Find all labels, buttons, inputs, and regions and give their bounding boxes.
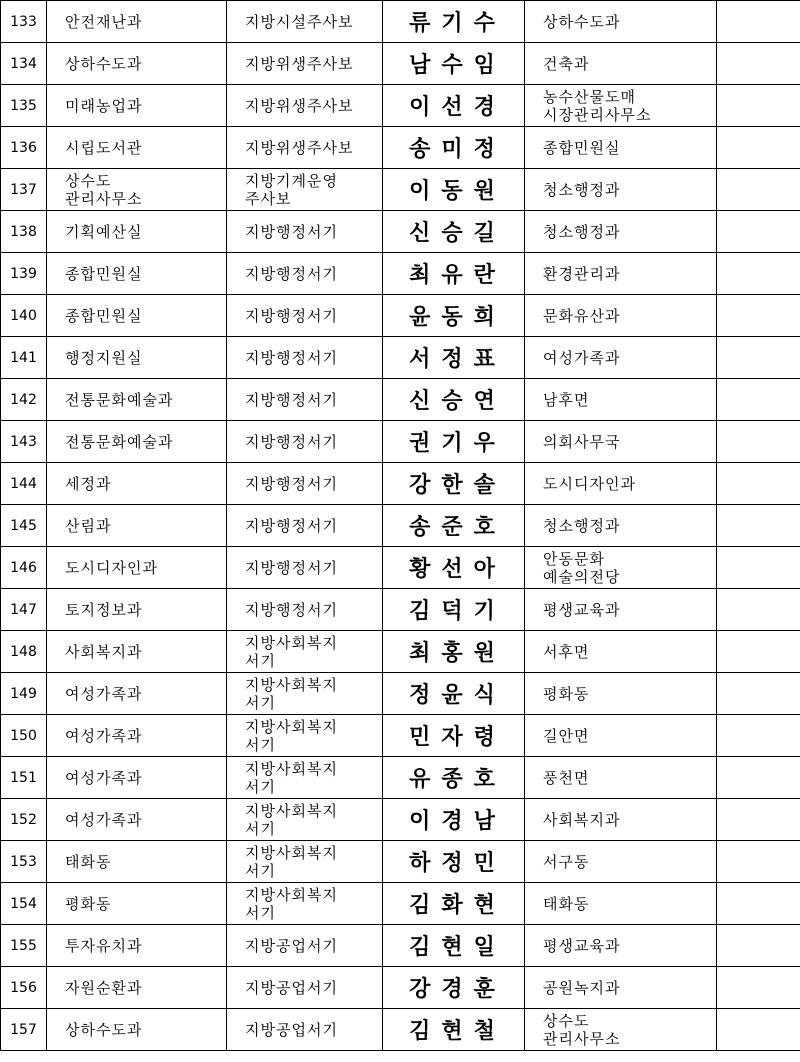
job-rank-line: 지방행정서기 — [245, 516, 338, 535]
employee-name: 권기우 — [383, 421, 525, 463]
note-cell — [717, 967, 800, 1009]
note-cell — [717, 925, 800, 967]
employee-name: 최유란 — [383, 253, 525, 295]
job-rank-line: 지방행정서기 — [245, 306, 338, 325]
new-department-line: 여성가족과 — [543, 348, 621, 367]
new-department-line: 평생교육과 — [543, 936, 621, 955]
current-department — [47, 253, 227, 295]
new-department-line: 건축과 — [543, 54, 590, 73]
job-rank-line: 지방사회복지 — [245, 801, 338, 820]
new-department — [525, 757, 717, 799]
new-department-line: 평화동 — [543, 684, 590, 703]
new-department-line: 청소행정과 — [543, 180, 621, 199]
job-rank-line: 지방사회복지 — [245, 717, 338, 736]
current-department — [47, 799, 227, 841]
job-rank-line: 지방위생주사보 — [245, 138, 354, 157]
current-department-line: 토지정보과 — [65, 600, 143, 619]
current-department — [47, 673, 227, 715]
job-rank — [227, 757, 383, 799]
note-cell — [717, 169, 800, 211]
table-row — [1, 715, 800, 757]
employee-name: 김덕기 — [383, 589, 525, 631]
current-department — [47, 211, 227, 253]
current-department — [47, 631, 227, 673]
employee-name: 이경남 — [383, 799, 525, 841]
new-department-line: 공원녹지과 — [543, 978, 621, 997]
job-rank — [227, 967, 383, 1009]
employee-name: 강한솔 — [383, 463, 525, 505]
job-rank — [227, 421, 383, 463]
new-department-line: 태화동 — [543, 894, 590, 913]
table-row — [1, 169, 800, 211]
current-department — [47, 925, 227, 967]
job-rank — [227, 211, 383, 253]
employee-name: 김화현 — [383, 883, 525, 925]
new-department — [525, 211, 717, 253]
current-department-line: 안전재난과 — [65, 12, 143, 31]
table-row — [1, 379, 800, 421]
row-number: 141 — [1, 337, 47, 379]
job-rank — [227, 127, 383, 169]
job-rank-line: 서기 — [245, 651, 276, 670]
job-rank-line: 서기 — [245, 777, 276, 796]
current-department-line: 태화동 — [65, 852, 112, 871]
current-department-line: 종합민원실 — [65, 306, 143, 325]
new-department-line: 관리사무소 — [543, 1029, 621, 1048]
employee-name: 강경훈 — [383, 967, 525, 1009]
row-number: 136 — [1, 127, 47, 169]
current-department-line: 상하수도과 — [65, 1020, 143, 1039]
table-row — [1, 463, 800, 505]
employee-name: 이선경 — [383, 85, 525, 127]
new-department — [525, 253, 717, 295]
table-row — [1, 85, 800, 127]
employee-name: 하정민 — [383, 841, 525, 883]
job-rank-line: 지방행정서기 — [245, 600, 338, 619]
new-department-line: 길안면 — [543, 726, 590, 745]
note-cell — [717, 43, 800, 85]
row-number: 140 — [1, 295, 47, 337]
job-rank — [227, 1, 383, 43]
job-rank — [227, 1009, 383, 1051]
current-department-line: 미래농업과 — [65, 96, 143, 115]
new-department — [525, 715, 717, 757]
current-department-line: 여성가족과 — [65, 768, 143, 787]
new-department-line: 종합민원실 — [543, 138, 621, 157]
job-rank — [227, 715, 383, 757]
job-rank — [227, 547, 383, 589]
table-row — [1, 211, 800, 253]
note-cell — [717, 1, 800, 43]
job-rank — [227, 295, 383, 337]
new-department — [525, 169, 717, 211]
row-number: 156 — [1, 967, 47, 1009]
employee-name: 황선아 — [383, 547, 525, 589]
current-department-line: 여성가족과 — [65, 810, 143, 829]
employee-name: 송미정 — [383, 127, 525, 169]
note-cell — [717, 337, 800, 379]
row-number: 154 — [1, 883, 47, 925]
new-department — [525, 505, 717, 547]
job-rank-line: 지방행정서기 — [245, 390, 338, 409]
job-rank — [227, 253, 383, 295]
note-cell — [717, 547, 800, 589]
current-department — [47, 883, 227, 925]
employee-name: 최홍원 — [383, 631, 525, 673]
row-number: 145 — [1, 505, 47, 547]
row-number: 157 — [1, 1009, 47, 1051]
job-rank-line: 서기 — [245, 903, 276, 922]
current-department-line: 시립도서관 — [65, 138, 143, 157]
job-rank-line: 서기 — [245, 735, 276, 754]
table-row — [1, 127, 800, 169]
job-rank-line: 지방행정서기 — [245, 222, 338, 241]
row-number: 148 — [1, 631, 47, 673]
job-rank — [227, 43, 383, 85]
new-department-line: 상하수도과 — [543, 12, 621, 31]
current-department — [47, 463, 227, 505]
new-department-line: 예술의전당 — [543, 567, 621, 586]
job-rank-line: 지방공업서기 — [245, 1020, 338, 1039]
current-department — [47, 1, 227, 43]
new-department — [525, 589, 717, 631]
employee-name: 김현철 — [383, 1009, 525, 1051]
new-department — [525, 43, 717, 85]
note-cell — [717, 841, 800, 883]
current-department — [47, 589, 227, 631]
current-department — [47, 379, 227, 421]
job-rank — [227, 841, 383, 883]
new-department-line: 서후면 — [543, 642, 590, 661]
table-row — [1, 505, 800, 547]
row-number: 151 — [1, 757, 47, 799]
new-department-line: 시장관리사무소 — [543, 105, 652, 124]
new-department — [525, 337, 717, 379]
new-department-line: 풍천면 — [543, 768, 590, 787]
new-department-line: 서구동 — [543, 852, 590, 871]
new-department-line: 사회복지과 — [543, 810, 621, 829]
job-rank — [227, 883, 383, 925]
new-department-line: 평생교육과 — [543, 600, 621, 619]
new-department — [525, 673, 717, 715]
table-row — [1, 1, 800, 43]
table-row — [1, 967, 800, 1009]
current-department-line: 도시디자인과 — [65, 558, 158, 577]
employee-name: 유종호 — [383, 757, 525, 799]
note-cell — [717, 295, 800, 337]
job-rank-line: 지방공업서기 — [245, 978, 338, 997]
current-department-line: 행정지원실 — [65, 348, 143, 367]
job-rank — [227, 379, 383, 421]
new-department-line: 안동문화 — [543, 549, 605, 568]
job-rank — [227, 673, 383, 715]
new-department — [525, 295, 717, 337]
current-department — [47, 295, 227, 337]
table-row — [1, 883, 800, 925]
current-department — [47, 547, 227, 589]
job-rank-line: 지방위생주사보 — [245, 54, 354, 73]
current-department — [47, 421, 227, 463]
current-department-line: 상수도 — [65, 171, 112, 190]
employee-name: 윤동희 — [383, 295, 525, 337]
job-rank — [227, 463, 383, 505]
employee-name: 송준호 — [383, 505, 525, 547]
job-rank-line: 서기 — [245, 819, 276, 838]
current-department-line: 기획예산실 — [65, 222, 143, 241]
note-cell — [717, 799, 800, 841]
table-row — [1, 589, 800, 631]
row-number: 149 — [1, 673, 47, 715]
note-cell — [717, 211, 800, 253]
job-rank-line: 지방행정서기 — [245, 432, 338, 451]
row-number: 135 — [1, 85, 47, 127]
row-number: 153 — [1, 841, 47, 883]
job-rank — [227, 505, 383, 547]
row-number: 147 — [1, 589, 47, 631]
job-rank-line: 지방사회복지 — [245, 843, 338, 862]
current-department-line: 종합민원실 — [65, 264, 143, 283]
job-rank-line: 지방사회복지 — [245, 675, 338, 694]
table-row — [1, 631, 800, 673]
row-number: 134 — [1, 43, 47, 85]
job-rank — [227, 799, 383, 841]
table-row — [1, 295, 800, 337]
job-rank — [227, 85, 383, 127]
note-cell — [717, 421, 800, 463]
current-department — [47, 169, 227, 211]
current-department-line: 산림과 — [65, 516, 112, 535]
current-department-line: 전통문화예술과 — [65, 390, 174, 409]
row-number: 144 — [1, 463, 47, 505]
new-department-line: 환경관리과 — [543, 264, 621, 283]
employee-name: 신승연 — [383, 379, 525, 421]
new-department — [525, 631, 717, 673]
current-department-line: 전통문화예술과 — [65, 432, 174, 451]
current-department — [47, 505, 227, 547]
note-cell — [717, 253, 800, 295]
note-cell — [717, 589, 800, 631]
new-department-line: 농수산물도매 — [543, 87, 636, 106]
employee-name: 서정표 — [383, 337, 525, 379]
job-rank — [227, 589, 383, 631]
job-rank — [227, 169, 383, 211]
note-cell — [717, 85, 800, 127]
current-department-line: 평화동 — [65, 894, 112, 913]
table-row — [1, 1009, 800, 1051]
table-row — [1, 43, 800, 85]
row-number: 146 — [1, 547, 47, 589]
current-department — [47, 85, 227, 127]
row-number: 152 — [1, 799, 47, 841]
job-rank-line: 서기 — [245, 693, 276, 712]
job-rank-line: 주사보 — [245, 189, 292, 208]
note-cell — [717, 463, 800, 505]
current-department-line: 상하수도과 — [65, 54, 143, 73]
table-row — [1, 421, 800, 463]
note-cell — [717, 673, 800, 715]
employee-name: 김현일 — [383, 925, 525, 967]
note-cell — [717, 715, 800, 757]
new-department-line: 상수도 — [543, 1011, 590, 1030]
row-number: 142 — [1, 379, 47, 421]
current-department-line: 관리사무소 — [65, 189, 143, 208]
job-rank-line: 지방행정서기 — [245, 264, 338, 283]
note-cell — [717, 1009, 800, 1051]
new-department — [525, 883, 717, 925]
new-department-line: 청소행정과 — [543, 516, 621, 535]
table-row — [1, 337, 800, 379]
employee-name: 정윤식 — [383, 673, 525, 715]
job-rank-line: 지방행정서기 — [245, 348, 338, 367]
table-row — [1, 925, 800, 967]
job-rank-line: 지방사회복지 — [245, 633, 338, 652]
new-department — [525, 85, 717, 127]
employee-name: 이동원 — [383, 169, 525, 211]
job-rank-line: 지방위생주사보 — [245, 96, 354, 115]
new-department — [525, 547, 717, 589]
job-rank-line: 지방행정서기 — [245, 474, 338, 493]
new-department — [525, 841, 717, 883]
row-number: 138 — [1, 211, 47, 253]
job-rank — [227, 337, 383, 379]
note-cell — [717, 127, 800, 169]
employee-name: 신승길 — [383, 211, 525, 253]
new-department-line: 도시디자인과 — [543, 474, 636, 493]
table-row — [1, 799, 800, 841]
row-number: 150 — [1, 715, 47, 757]
row-number: 143 — [1, 421, 47, 463]
table-row — [1, 673, 800, 715]
new-department — [525, 799, 717, 841]
current-department-line: 투자유치과 — [65, 936, 143, 955]
job-rank-line: 서기 — [245, 861, 276, 880]
employee-name: 민자령 — [383, 715, 525, 757]
job-rank-line: 지방행정서기 — [245, 558, 338, 577]
current-department — [47, 337, 227, 379]
personnel-table-body — [1, 1, 800, 1051]
new-department — [525, 1009, 717, 1051]
job-rank-line: 지방시설주사보 — [245, 12, 354, 31]
row-number: 139 — [1, 253, 47, 295]
new-department-line: 문화유산과 — [543, 306, 621, 325]
job-rank-line: 지방사회복지 — [245, 885, 338, 904]
new-department-line: 청소행정과 — [543, 222, 621, 241]
new-department — [525, 379, 717, 421]
current-department-line: 자원순환과 — [65, 978, 143, 997]
row-number: 137 — [1, 169, 47, 211]
job-rank-line: 지방기계운영 — [245, 171, 338, 190]
current-department-line: 사회복지과 — [65, 642, 143, 661]
row-number: 155 — [1, 925, 47, 967]
new-department — [525, 1, 717, 43]
job-rank — [227, 631, 383, 673]
job-rank-line: 지방공업서기 — [245, 936, 338, 955]
current-department-line: 여성가족과 — [65, 684, 143, 703]
current-department — [47, 715, 227, 757]
table-row — [1, 253, 800, 295]
table-row — [1, 547, 800, 589]
new-department — [525, 463, 717, 505]
current-department — [47, 841, 227, 883]
table-row — [1, 757, 800, 799]
current-department — [47, 757, 227, 799]
row-number: 133 — [1, 1, 47, 43]
note-cell — [717, 883, 800, 925]
new-department — [525, 967, 717, 1009]
new-department-line: 의회사무국 — [543, 432, 621, 451]
new-department-line: 남후면 — [543, 390, 590, 409]
current-department-line: 여성가족과 — [65, 726, 143, 745]
new-department — [525, 127, 717, 169]
current-department — [47, 1009, 227, 1051]
job-rank-line: 지방사회복지 — [245, 759, 338, 778]
current-department — [47, 43, 227, 85]
new-department — [525, 421, 717, 463]
current-department — [47, 127, 227, 169]
employee-name: 남수임 — [383, 43, 525, 85]
job-rank — [227, 925, 383, 967]
table-row — [1, 841, 800, 883]
current-department — [47, 967, 227, 1009]
current-department-line: 세정과 — [65, 474, 112, 493]
note-cell — [717, 505, 800, 547]
note-cell — [717, 757, 800, 799]
employee-name: 류기수 — [383, 1, 525, 43]
note-cell — [717, 379, 800, 421]
note-cell — [717, 631, 800, 673]
new-department — [525, 925, 717, 967]
